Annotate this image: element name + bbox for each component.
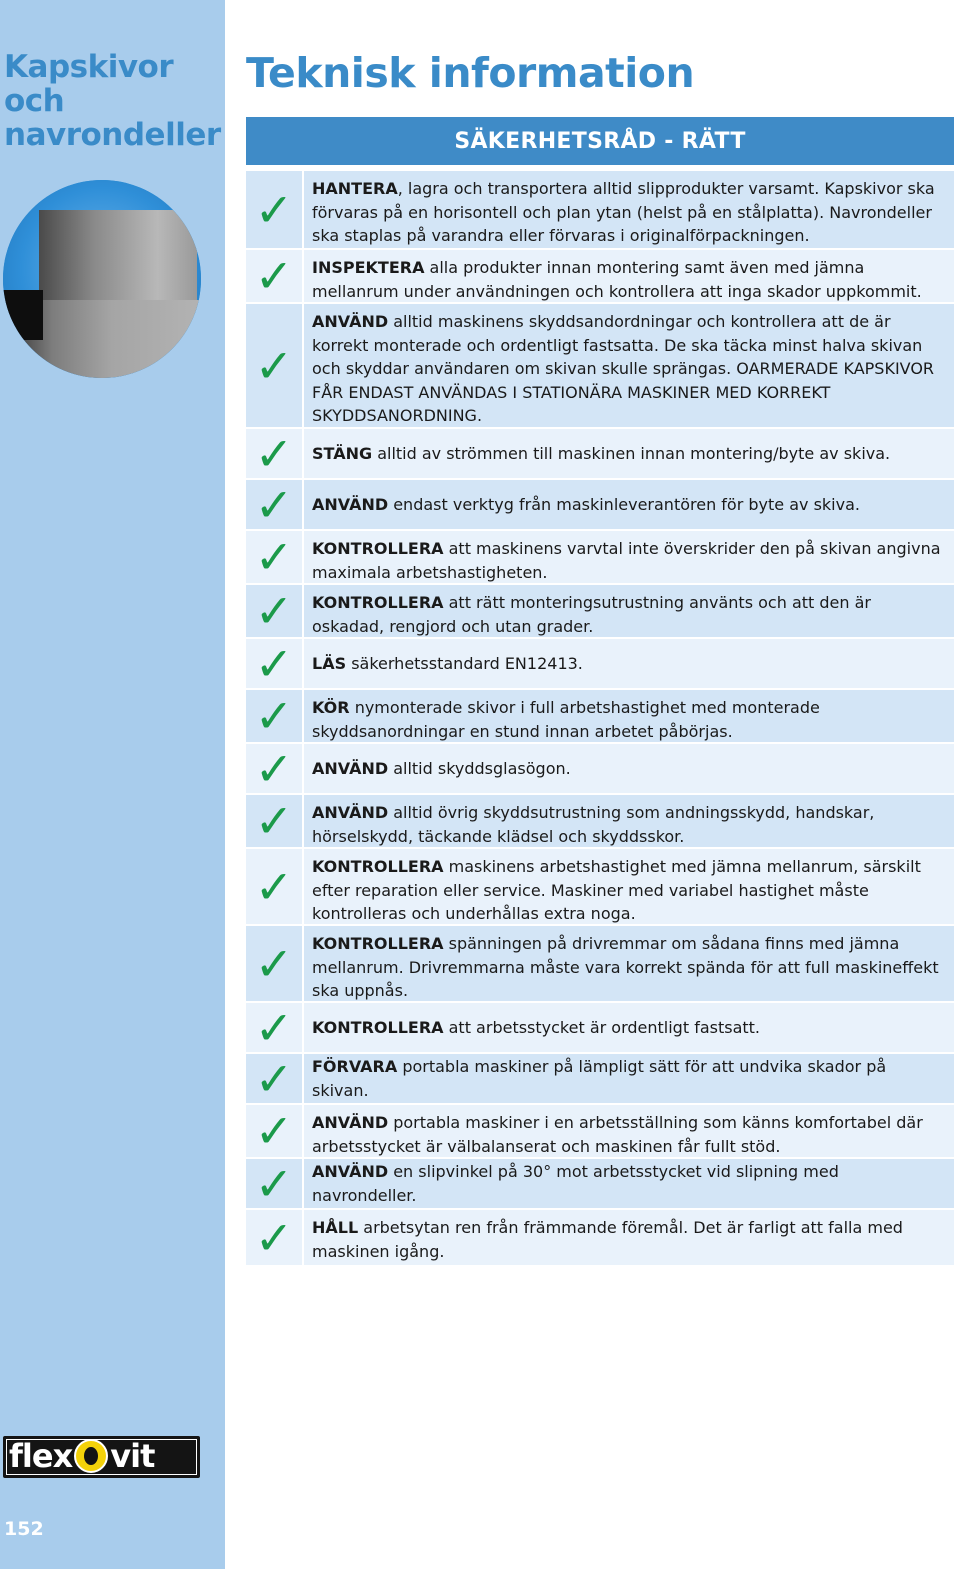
checkmark-icon: ✓ xyxy=(246,1105,302,1157)
list-item-keyword: INSPEKTERA xyxy=(312,258,425,277)
checkmark-icon: ✓ xyxy=(246,1210,302,1265)
list-item-body: portabla maskiner på lämpligt sätt för att undvika skador på skivan. xyxy=(312,1057,887,1100)
list-item xyxy=(246,477,954,532)
list-item xyxy=(246,690,954,742)
checkmark-icon: ✓ xyxy=(246,690,302,742)
list-item xyxy=(246,426,954,481)
list-item-body: alltid maskinens skyddsandordningar och kontrollera att de är korrekt monterade och ordentligt fastsatta. De ska täcka minst halva skivan och skyddar användaren om skivan skulle sprängas. OARMERADE KAPSKIVOR FÅR ENDAST ANVÄNDAS I STATIONÄRA MASKINER MED KORREKT SKYDDSANORDNING. xyxy=(312,312,935,425)
list-item-keyword: KONTROLLERA xyxy=(312,593,444,612)
list-item-keyword: ANVÄND xyxy=(312,1162,389,1181)
list-item xyxy=(246,795,954,847)
list-item xyxy=(246,636,954,691)
list-item-keyword: HÅLL xyxy=(312,1218,359,1237)
list-item-text xyxy=(304,690,954,742)
list-item xyxy=(246,250,954,302)
list-item-body: alltid övrig skyddsutrustning som andningsskydd, handskar, hörselskydd, täckande klädsel och skyddsskor. xyxy=(312,803,875,846)
list-item-text xyxy=(304,639,954,688)
list-item-body: alla produkter innan montering samt även med jämna mellanrum under användningen och kontrollera att inga skador uppkommit. xyxy=(312,258,922,301)
list-item-text xyxy=(304,1210,954,1265)
list-item-keyword: HANTERA xyxy=(312,179,398,198)
list-item-keyword: KÖR xyxy=(312,698,350,717)
list-item xyxy=(246,304,954,427)
checkmark-icon: ✓ xyxy=(246,304,302,427)
list-item-body: att rätt monteringsutrustning använts och att den är oskadad, rengjord och utan grader. xyxy=(312,593,871,636)
list-item-keyword: STÄNG xyxy=(312,443,373,463)
list-item-body: att arbetsstycket är ordentligt fastsatt. xyxy=(443,1017,761,1037)
list-item-keyword: KONTROLLERA xyxy=(312,934,444,953)
list-item-text xyxy=(304,744,954,793)
list-item xyxy=(246,531,954,583)
banner-label: SÄKERHETSRÅD - RÄTT xyxy=(454,128,746,154)
list-item xyxy=(246,1156,954,1211)
list-item-body: maskinens arbetshastighet med jämna mellanrum, särskilt efter reparation eller service. Maskiner med variabel hastighet måste kontrolleras och underhållas extra noga. xyxy=(312,857,921,923)
page-number: 152 xyxy=(4,1518,44,1540)
list-item-keyword: KONTROLLERA xyxy=(312,857,444,876)
list-item-text xyxy=(304,480,954,529)
list-item-body: alltid skyddsglasögon. xyxy=(388,758,571,778)
flexovit-logo xyxy=(3,1436,200,1478)
list-item xyxy=(246,1051,954,1106)
list-item-text xyxy=(304,429,954,478)
checkmark-icon: ✓ xyxy=(246,531,302,583)
checkmark-icon: ✓ xyxy=(246,926,302,1001)
checkmark-icon: ✓ xyxy=(246,639,302,688)
list-item-keyword: ANVÄND xyxy=(312,758,389,778)
list-item-body: endast verktyg från maskinleverantören för byte av skiva. xyxy=(388,494,860,514)
section-title: Kapskivor och navrondeller xyxy=(4,49,221,153)
checkmark-icon: ✓ xyxy=(246,585,302,637)
list-item-text xyxy=(304,250,954,302)
list-item-body: att maskinens varvtal inte överskrider den på skivan angivna maximala arbetshastigheten. xyxy=(312,539,941,582)
list-item-body: alltid av strömmen till maskinen innan montering/byte av skiva. xyxy=(372,443,891,463)
checkmark-icon: ✓ xyxy=(246,480,302,529)
list-item-text xyxy=(304,795,954,847)
list-item-keyword: FÖRVARA xyxy=(312,1057,398,1076)
checkmark-icon: ✓ xyxy=(246,744,302,793)
checkmark-icon: ✓ xyxy=(246,1054,302,1103)
list-item-keyword: KONTROLLERA xyxy=(312,1017,444,1037)
sidebar xyxy=(0,0,225,1569)
checkmark-icon: ✓ xyxy=(246,429,302,478)
list-item-text xyxy=(304,849,954,924)
list-item xyxy=(246,926,954,1001)
list-item-text xyxy=(304,171,954,248)
section-banner xyxy=(246,117,954,165)
page-title: Teknisk information xyxy=(246,49,695,97)
logo-o-icon xyxy=(74,1439,108,1473)
list-item-keyword: ANVÄND xyxy=(312,803,389,822)
list-item-text xyxy=(304,531,954,583)
list-item-keyword: ANVÄND xyxy=(312,312,389,331)
list-item xyxy=(246,585,954,637)
logo-text-left: flex xyxy=(9,1437,73,1475)
list-item-body: spänningen på drivremmar om sådana finns med jämna mellanrum. Drivremmarna måste vara korrekt spända för att full maskineffekt ska uppnås. xyxy=(312,934,939,1000)
list-item-text xyxy=(304,1003,954,1052)
product-photo xyxy=(3,180,201,378)
checkmark-icon: ✓ xyxy=(246,1159,302,1208)
list-item-text xyxy=(304,304,954,427)
list-item-body: säkerhetsstandard EN12413. xyxy=(346,653,583,673)
list-item-text xyxy=(304,926,954,1001)
list-item-body: portabla maskiner i en arbetsställning som känns komfortabel där arbetsstycket är välbalanserat och maskinen får fullt stöd. xyxy=(312,1113,923,1156)
list-item xyxy=(246,1210,954,1265)
checkmark-icon: ✓ xyxy=(246,171,302,248)
list-item-keyword: ANVÄND xyxy=(312,494,389,514)
list-item-keyword: KONTROLLERA xyxy=(312,539,444,558)
list-item-keyword: LÄS xyxy=(312,653,347,673)
logo-text-right: vit xyxy=(110,1437,155,1475)
list-item-body: en slipvinkel på 30° mot arbetsstycket vid slipning med navrondeller. xyxy=(312,1162,839,1205)
list-item-text xyxy=(304,585,954,637)
list-item xyxy=(246,1000,954,1055)
list-item-text xyxy=(304,1054,954,1103)
list-item-body: arbetsytan ren från främmande föremål. Det är farligt att falla med maskinen igång. xyxy=(312,1218,903,1261)
list-item-text xyxy=(304,1105,954,1157)
list-item-keyword: ANVÄND xyxy=(312,1113,389,1132)
list-item xyxy=(246,171,954,248)
list-item xyxy=(246,1105,954,1157)
checkmark-icon: ✓ xyxy=(246,1003,302,1052)
list-item-body: , lagra och transportera alltid slipprodukter varsamt. Kapskivor ska förvaras på en horisontell och plan ytan (helst på en stålplatta). Navrondeller ska staplas på varandra eller förvaras i originalförpackningen. xyxy=(312,179,935,245)
checkmark-icon: ✓ xyxy=(246,795,302,847)
list-item xyxy=(246,741,954,796)
list-item xyxy=(246,849,954,924)
list-item-body: nymonterade skivor i full arbetshastighet med monterade skyddsanordningar en stund innan arbetet påbörjas. xyxy=(312,698,820,741)
checkmark-icon: ✓ xyxy=(246,250,302,302)
checkmark-icon: ✓ xyxy=(246,849,302,924)
list-item-text xyxy=(304,1159,954,1208)
